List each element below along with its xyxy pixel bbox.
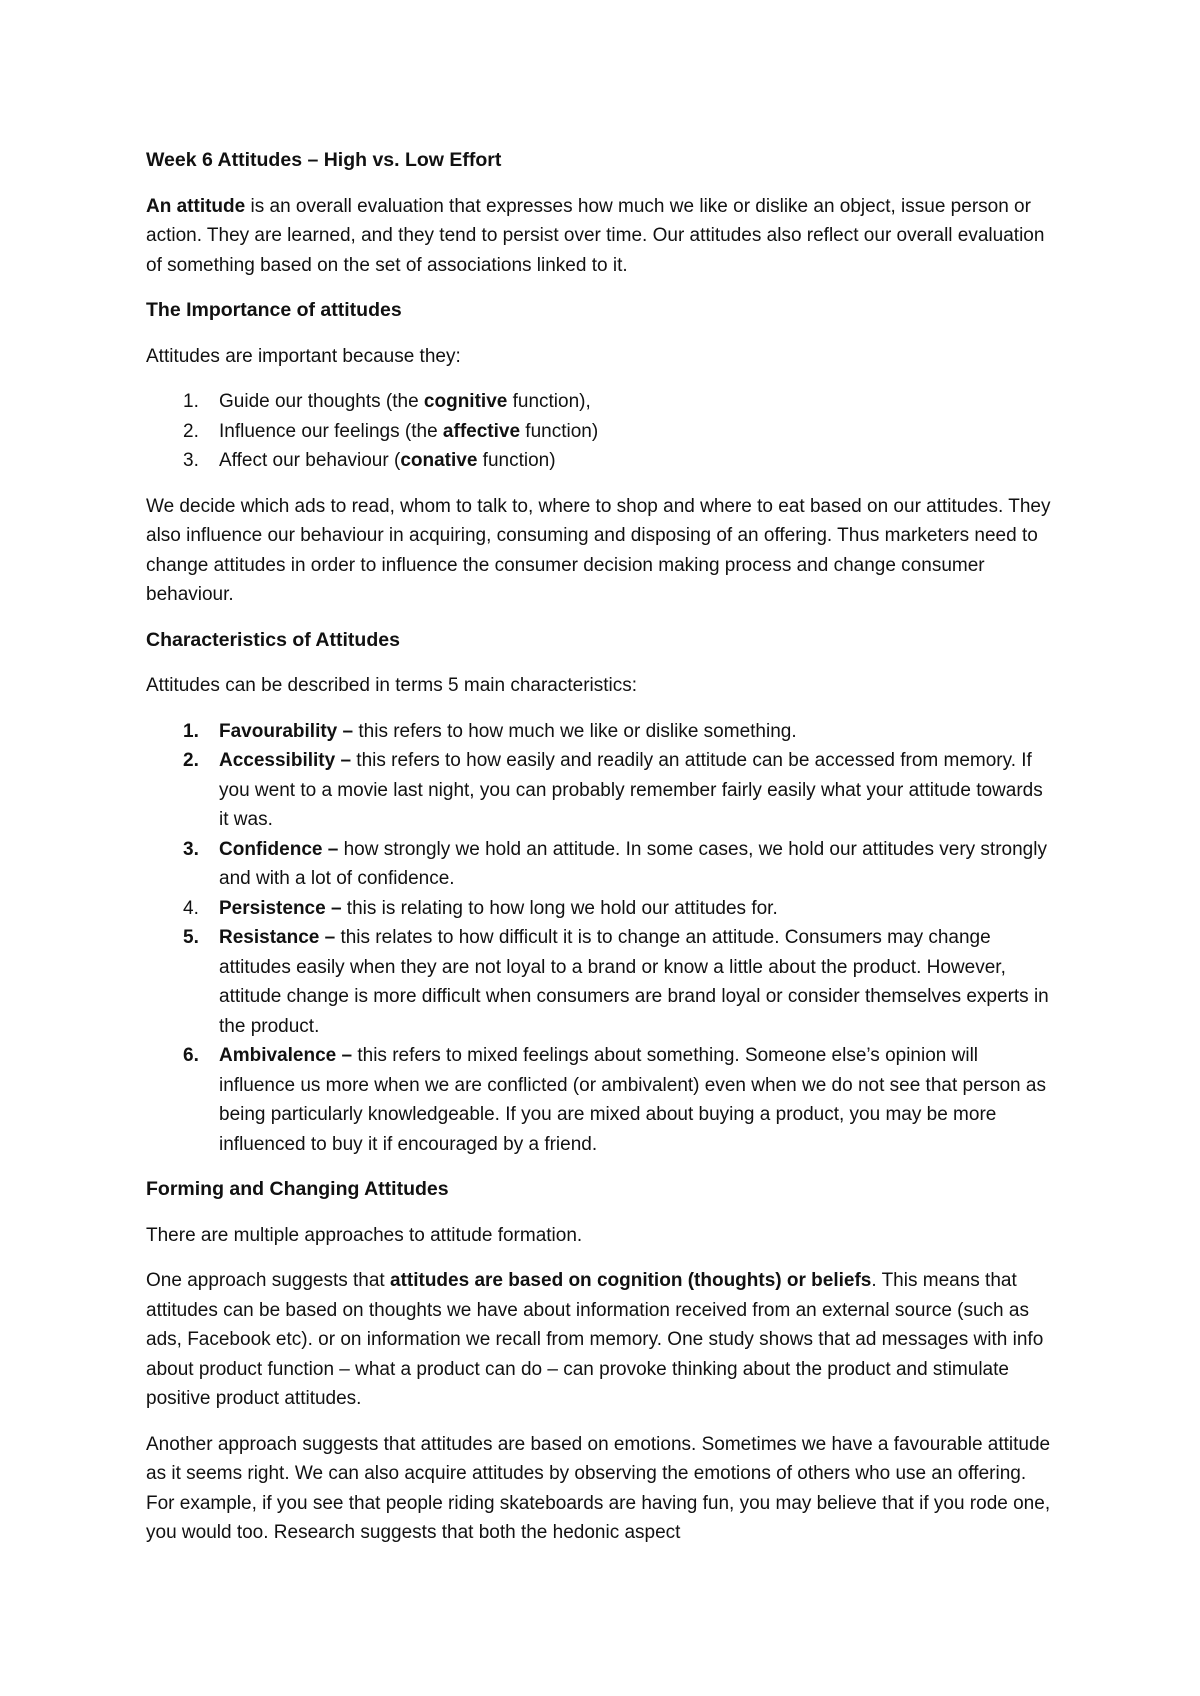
- characteristics-list: [146, 717, 1056, 1160]
- characteristics-lead: Attitudes can be described in terms 5 main characteristics:: [146, 675, 638, 696]
- list-item: [146, 1041, 1056, 1159]
- list-text: function): [477, 450, 556, 471]
- forming-paragraph-1: [146, 1266, 1056, 1414]
- forming-paragraph-2: Another approach suggests that attitudes are based on emotions. Sometimes we have a favourable attitude as it seems right. We can also acquire attitudes by observing the emotions of others who use an offering. For example, if you see that people riding skateboards are having fun, you may believe that if you rode one, you would too. Research suggests that both the hedonic aspect: [146, 1433, 1051, 1543]
- list-item: [146, 717, 1056, 747]
- list-text: Guide our thoughts (the: [219, 391, 424, 412]
- list-item: [146, 894, 1056, 924]
- document-title: Week 6 Attitudes – High vs. Low Effort: [146, 149, 502, 171]
- intro-paragraph: [146, 192, 1056, 281]
- list-number: 1.: [183, 720, 199, 742]
- intro-text: is an overall evaluation that expresses how much we like or dislike an object, issue person or action. They are learned, and they tend to persist over time. Our attitudes also reflect our overall evaluation of something based on the set of associations linked to it.: [146, 195, 1045, 276]
- list-item: [146, 446, 1056, 476]
- list-number: 2.: [183, 420, 199, 442]
- list-text: how strongly we hold an attitude. In some cases, we hold our attitudes very strongly and with a lot of confidence.: [219, 838, 1047, 889]
- list-text: function): [520, 420, 599, 442]
- list-text: this is relating to how long we hold our attitudes for.: [341, 897, 778, 919]
- list-bold-term: conative: [400, 450, 478, 471]
- list-text: this refers to how much we like or dislike something.: [353, 720, 797, 742]
- list-number: 5.: [183, 927, 199, 948]
- paragraph-bold-text: attitudes are based on cognition (thoughts) or beliefs: [390, 1270, 872, 1291]
- list-number: 4.: [183, 897, 199, 919]
- importance-lead: Attitudes are important because they:: [146, 345, 461, 367]
- list-number: 3.: [183, 450, 199, 471]
- list-text: this relates to how difficult it is to change an attitude. Consumers may change attitudes easily when they are not loyal to a brand or know a little about the product. However, attitude change is more difficult when consumers are brand loyal or consider themselves experts in the product.: [219, 927, 1049, 1037]
- list-item: [146, 746, 1056, 835]
- list-number: 6.: [183, 1045, 199, 1066]
- importance-heading: The Importance of attitudes: [146, 299, 402, 321]
- list-item: [146, 387, 1056, 417]
- importance-list: [146, 387, 1056, 476]
- forming-lead: There are multiple approaches to attitude formation.: [146, 1224, 583, 1246]
- characteristic-term: Persistence –: [219, 897, 342, 919]
- list-text: this refers to mixed feelings about something. Someone else’s opinion will influence us more when we are conflicted (or ambivalent) even when we do not see that person as being particularly knowledgeable. If you are mixed about buying a product, you may be more influenced to buy it if encouraged by a friend.: [219, 1045, 1046, 1155]
- characteristic-term: Favourability –: [219, 720, 354, 742]
- list-item: [146, 923, 1056, 1041]
- list-bold-term: cognitive: [423, 391, 508, 412]
- document-page: [146, 146, 1056, 1564]
- list-item: [146, 835, 1056, 894]
- list-number: 2.: [183, 750, 199, 771]
- list-text: function),: [507, 391, 591, 412]
- importance-paragraph: We decide which ads to read, whom to talk to, where to shop and where to eat based on our attitudes. They also influence our behaviour in acquiring, consuming and disposing of an offering. Thus marketers need to change attitudes in order to influence the consumer decision making process and change consumer behaviour.: [146, 495, 1051, 605]
- characteristic-term: Ambivalence –: [219, 1045, 353, 1066]
- characteristics-heading: Characteristics of Attitudes: [146, 628, 400, 651]
- list-text: Affect our behaviour (: [219, 450, 401, 471]
- list-item: [146, 417, 1056, 447]
- characteristic-term: Confidence –: [219, 838, 339, 860]
- list-number: 3.: [183, 838, 199, 860]
- paragraph-text: . This means that attitudes can be based on thoughts we have about information received from an external source (such as ads, Facebook etc). or on information we recall from memory. One study shows that ad messages with info about product function – what a product can do – can provoke thinking about the product and stimulate positive product attitudes.: [146, 1270, 1044, 1409]
- paragraph-text: One approach suggests that: [146, 1270, 390, 1291]
- list-number: 1.: [183, 391, 199, 412]
- characteristic-term: Accessibility –: [219, 750, 352, 771]
- list-text: this refers to how easily and readily an attitude can be accessed from memory. If you went to a movie last night, you can probably remember fairly easily what your attitude towards it was.: [219, 750, 1043, 830]
- list-bold-term: affective: [442, 420, 521, 442]
- list-text: Influence our feelings (the: [219, 420, 443, 442]
- characteristic-term: Resistance –: [219, 927, 336, 948]
- forming-heading: Forming and Changing Attitudes: [146, 1178, 449, 1200]
- intro-term: An attitude: [146, 195, 246, 217]
